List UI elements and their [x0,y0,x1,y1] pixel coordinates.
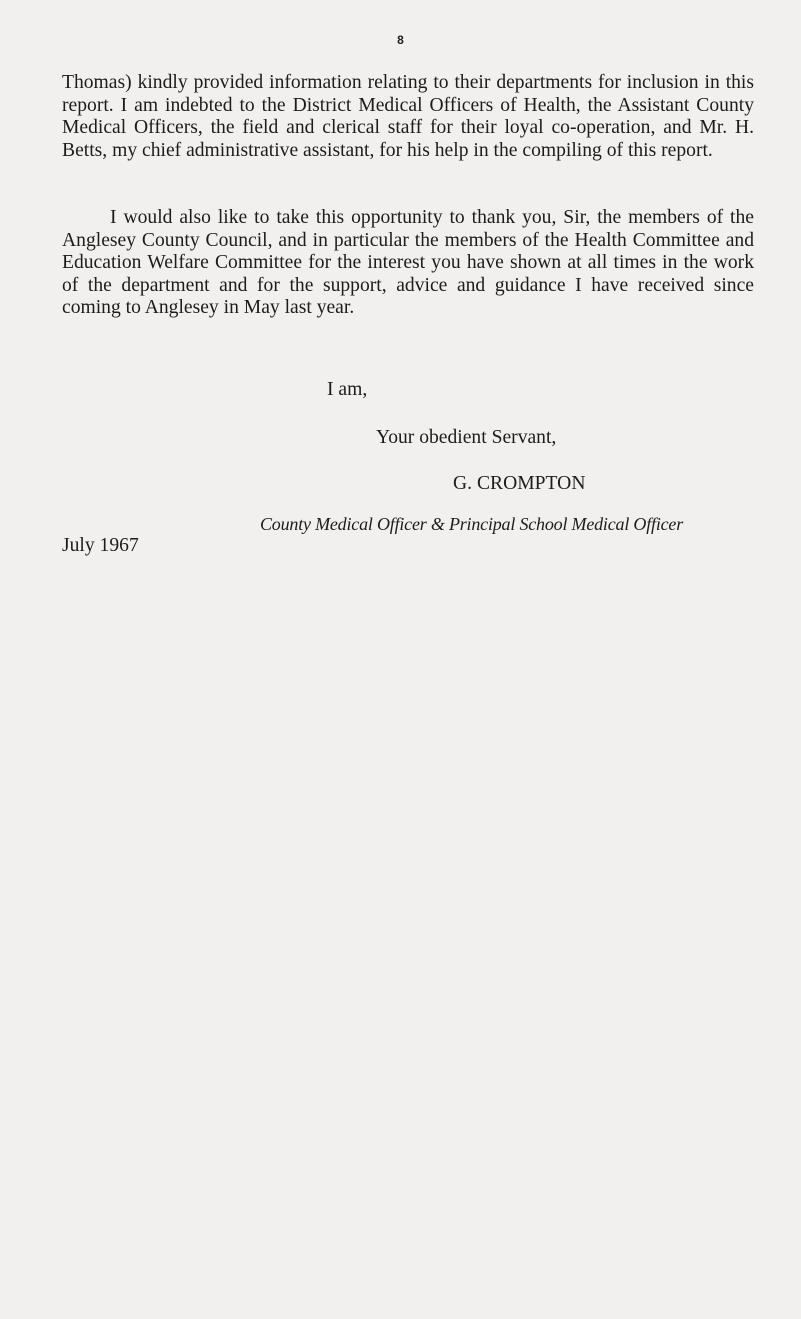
paragraph-thanks: I would also like to take this opportunity to thank you, Sir, the members of the Anglesey County Council, and in particular the members of the Health Committee and Education Welfare Committee for the interest you have shown at all times in the work of the department and for the support, advice and guidance I have received since coming to Anglesey in May last year. [62,207,754,319]
closing-line: I am, [327,379,368,400]
signer-title: County Medical Officer & Principal School Medical Officer [260,514,683,534]
complimentary-close: Your obedient Servant, [376,427,557,448]
page-number: 8 [397,33,404,47]
signer-name: G. CROMPTON [453,473,586,494]
letter-date: July 1967 [62,535,139,556]
paragraph-acknowledgements: Thomas) kindly provided information relating to their departments for inclusion in this report. I am indebted to the District Medical Officers of Health, the Assistant County Medical Officers, the field and clerical staff for their loyal co-operation, and Mr. H. Betts, my chief administrative assistant, for his help in the compiling of this report. [62,72,754,161]
